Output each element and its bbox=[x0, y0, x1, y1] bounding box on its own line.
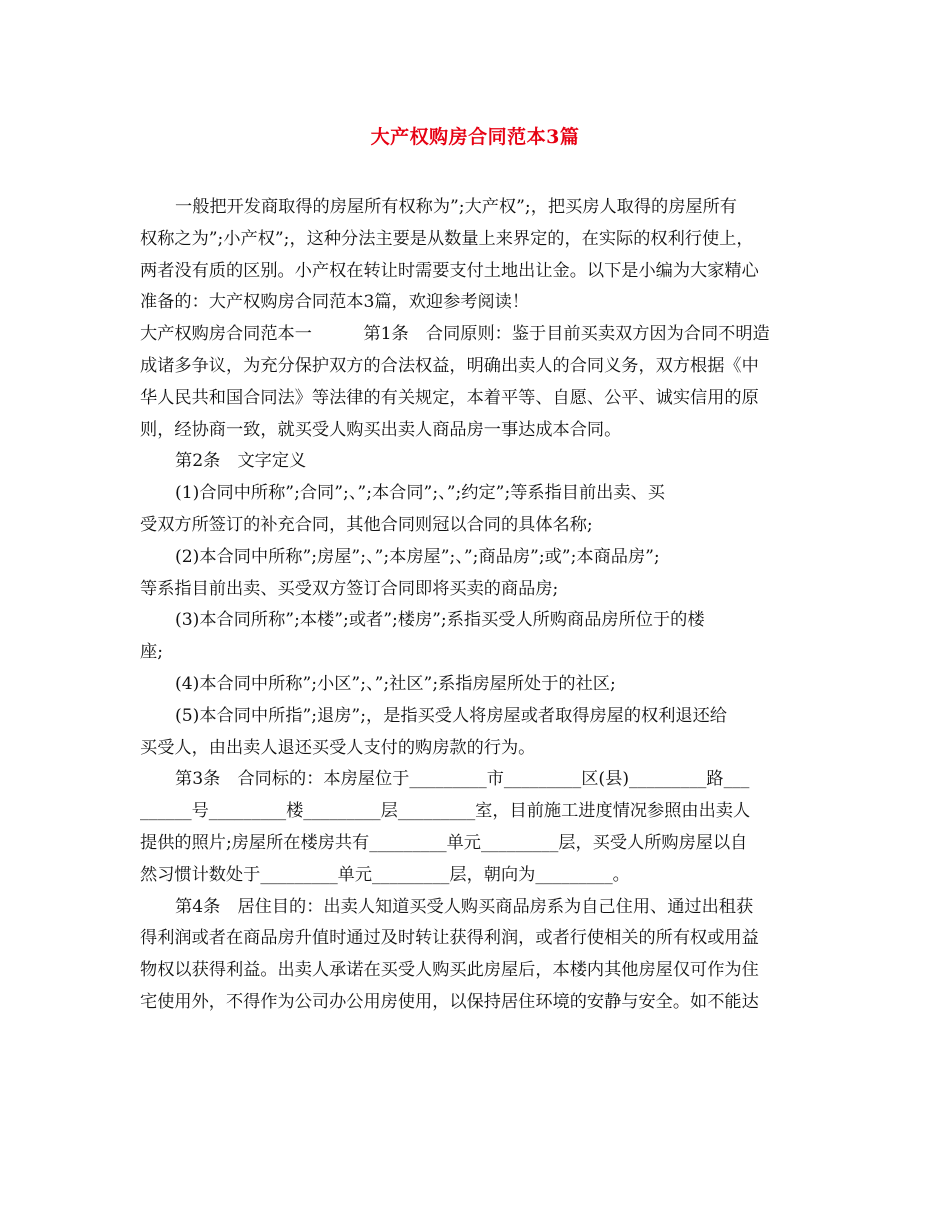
text-line: (3)本合同所称”;本楼”;或者”;楼房”;系指买受人所购商品房所位于的楼 bbox=[175, 610, 705, 631]
text-line: 买受人，由出卖人退还买受人支付的购房款的行为。 bbox=[140, 737, 536, 758]
document-body bbox=[140, 192, 820, 1019]
text-line: 权称之为”;小产权”;，这种分法主要是从数量上来界定的，在实际的权利行使上， bbox=[140, 228, 754, 249]
text-line: 华人民共和国合同法》等法律的有关规定，本着平等、自愿、公平、诚实信用的原 bbox=[140, 387, 759, 408]
text-line: 大产权购房合同范本一 第1条 合同原则：鉴于目前买卖双方因为合同不明造 bbox=[140, 324, 770, 345]
text-line: (5)本合同中所指”;退房”;，是指买受人将房屋或者取得房屋的权利退还给 bbox=[175, 705, 727, 726]
document-title: 大产权购房合同范本3篇 bbox=[370, 126, 580, 148]
text-line: 则，经协商一致，就买受人购买出卖人商品房一事达成本合同。 bbox=[140, 419, 622, 440]
text-line: 第3条 合同标的：本房屋位于_________市_________区(县)_________路___ bbox=[175, 769, 750, 790]
text-line: 一般把开发商取得的房屋所有权称为”;大产权”;，把买房人取得的房屋所有 bbox=[175, 197, 737, 217]
text-line: 成诸多争议，为充分保护双方的合法权益，明确出卖人的合同义务，双方根据《中 bbox=[140, 355, 759, 376]
text-line: 第2条 文字定义 bbox=[175, 451, 307, 472]
text-line: 宅使用外，不得作为公司办公用房使用，以保持居住环境的安静与安全。如不能达 bbox=[140, 991, 759, 1012]
text-line: 第4条 居住目的：出卖人知道买受人购买商品房系为自己住用、通过出租获 bbox=[175, 896, 754, 917]
text-line: 两者没有质的区别。小产权在转让时需要支付土地出让金。以下是小编为大家精心 bbox=[140, 260, 759, 281]
text-line: (4)本合同中所称”;小区”;、”;社区”;系指房屋所处于的社区; bbox=[175, 673, 616, 694]
text-line: 准备的：大产权购房合同范本3篇，欢迎参考阅读！ bbox=[140, 292, 530, 313]
text-line: 然习惯计数处于_________单元_________层，朝向为_________。 bbox=[140, 864, 630, 885]
text-line: 受双方所签订的补充合同，其他合同则冠以合同的具体名称; bbox=[140, 514, 593, 535]
text-line: 提供的照片;房屋所在楼房共有_________单元_________层，买受人所购房屋以自 bbox=[140, 832, 748, 853]
text-line: 等系指目前出卖、买受双方签订合同即将买卖的商品房; bbox=[140, 578, 559, 599]
text-line: 得利润或者在商品房升值时通过及时转让获得利润，或者行使相关的所有权或用益 bbox=[140, 928, 759, 949]
text-line: (2)本合同中所称”;房屋”;、”;本房屋”;、”;商品房”;或”;本商品房”; bbox=[175, 546, 660, 567]
text-line: (1)合同中所称”;合同”;、”;本合同”;、”;约定”;等系指目前出卖、买 bbox=[175, 483, 665, 504]
text-line: 座; bbox=[140, 642, 163, 663]
text-line: 物权以获得利益。出卖人承诺在买受人购买此房屋后，本楼内其他房屋仅可作为住 bbox=[140, 960, 759, 981]
text-line: ______号_________楼_________层_________室，目前施工进度情况参照由出卖人 bbox=[140, 801, 751, 822]
